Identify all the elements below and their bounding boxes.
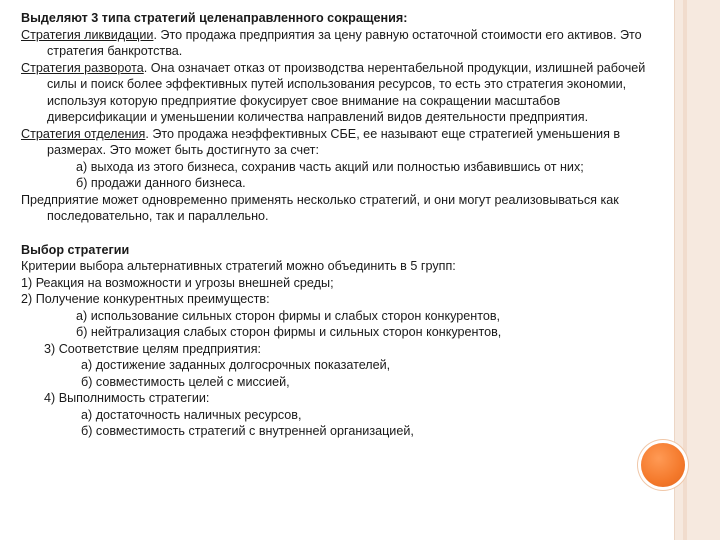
decorative-circle bbox=[641, 443, 685, 487]
criteria-group-4: 4) Выполнимость стратегии: bbox=[44, 391, 210, 405]
criteria-group-3-b: б) совместимость целей с миссией, bbox=[81, 374, 290, 389]
separation-sub-a: а) выхода из этого бизнеса, сохранив часть акций или полностью избавившись от них; bbox=[76, 159, 584, 174]
section1-title: Выделяют 3 типа стратегий целенаправленного сокращения: bbox=[21, 11, 408, 25]
term-separation: Стратегия отделения bbox=[21, 126, 146, 141]
strategy-separation bbox=[21, 126, 651, 159]
separation-sub-b: б) продажи данного бизнеса. bbox=[76, 176, 246, 190]
criteria-group-4-a: а) достаточность наличных ресурсов, bbox=[81, 407, 302, 422]
text-separation: . Это продажа неэффективных СБЕ, ее называют еще стратегией уменьшения в размерах. Это может быть достигнуто за счет: bbox=[47, 126, 621, 157]
criteria-group-2-a: а) использование сильных сторон фирмы и слабых сторон конкурентов, bbox=[76, 308, 501, 323]
slide-text bbox=[21, 10, 651, 440]
section1-closing: Предприятие может одновременно применять несколько стратегий, и они могут реализовываться как последовательно, так и параллельно. bbox=[21, 192, 619, 223]
criteria-group-2-b: б) нейтрализация слабых сторон фирмы и сильных сторон конкурентов, bbox=[76, 325, 502, 339]
criteria-group-2: 2) Получение конкурентных преимуществ: bbox=[21, 292, 270, 306]
section2-title: Выбор стратегии bbox=[21, 242, 130, 257]
criteria-group-4-b: б) совместимость стратегий с внутренней организацией, bbox=[81, 424, 414, 438]
term-liquidation: Стратегия ликвидации bbox=[21, 27, 154, 42]
criteria-intro: Критерии выбора альтернативных стратегий можно объединить в 5 групп: bbox=[21, 259, 456, 273]
criteria-group-1: 1) Реакция на возможности и угрозы внешней среды; bbox=[21, 275, 334, 290]
strategy-turnaround bbox=[21, 60, 651, 126]
criteria-group-3: 3) Соответствие целям предприятия: bbox=[44, 341, 262, 356]
term-turnaround: Стратегия разворота bbox=[21, 60, 144, 75]
strategy-liquidation bbox=[21, 27, 651, 60]
text-turnaround: . Она означает отказ от производства нерентабельной продукции, излишней рабочей силы и поиск более эффективных путей использования ресурсов, то есть это стратегия экономии, используя которую предприятие фокусирует свое внимание на сокращении масштабов диверсификации и уменьшении количества направлений видов деятельности предприятия. bbox=[47, 60, 646, 124]
criteria-group-3-a: а) достижение заданных долгосрочных показателей, bbox=[81, 358, 391, 372]
text-liquidation: . Это продажа предприятия за цену равную остаточной стоимости его активов. Это стратегия банкротства. bbox=[47, 27, 642, 58]
